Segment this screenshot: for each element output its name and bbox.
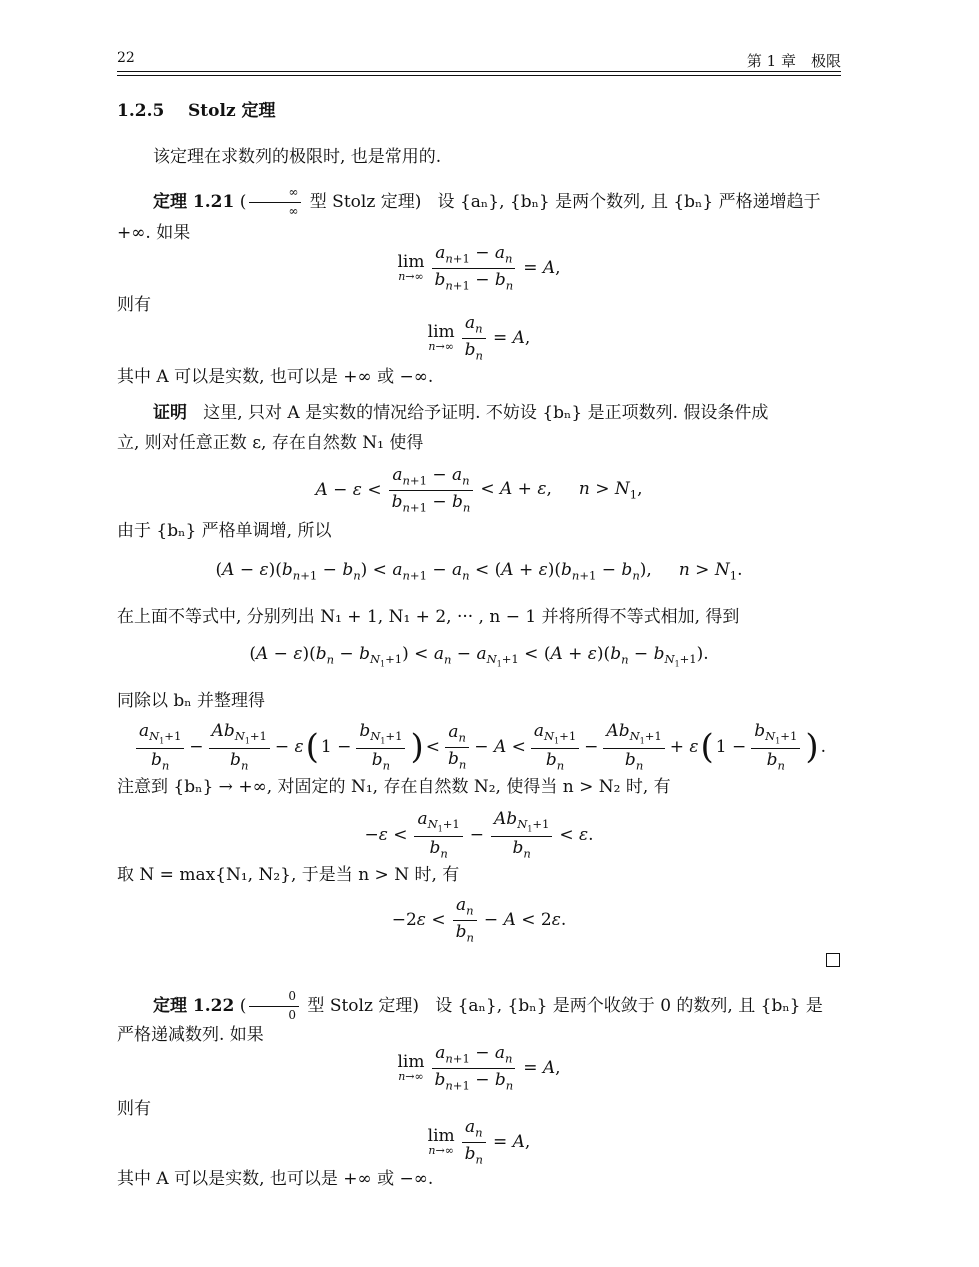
intro-paragraph: 该定理在求数列的极限时, 也是常用的. bbox=[153, 147, 442, 167]
theorem2-type: 型 Stolz 定理) bbox=[307, 995, 419, 1016]
proof-text-5: 注意到 {bₙ} → +∞, 对固定的 N₁, 存在自然数 N₂, 使得当 n > N₂ 时, 有 bbox=[117, 777, 671, 797]
proof-paragraph-1 bbox=[117, 398, 841, 428]
theorem-type-open: ( bbox=[239, 191, 247, 212]
type-frac-num: ∞ bbox=[249, 186, 301, 203]
theorem2-then: 则有 bbox=[117, 1099, 151, 1119]
theorem-label: 定理 1.21 bbox=[153, 191, 235, 212]
proof-eq-2: $(A - \varepsilon)(b_{n+1} - b_n) < a_{n+1} - a_n < (A + \varepsilon)(b_{n+1} - b_n)$, $n > N_1$. bbox=[215, 560, 743, 583]
proof-text-4: 同除以 bₙ 并整理得 bbox=[117, 691, 266, 711]
header-rule-thin bbox=[117, 75, 841, 76]
type-frac-den: ∞ bbox=[288, 203, 299, 218]
theorem1-condition-eq: lim n→∞ $\frac{a_{n+1} - a_n}{b_{n+1} - b_n}$ = A, bbox=[397, 243, 561, 293]
theorem2-statement: 设 {aₙ}, {bₙ} 是两个收敛于 0 的数列, 且 {bₙ} 是 bbox=[435, 995, 823, 1016]
section-heading bbox=[117, 96, 841, 126]
proof-text-6: 取 N = max{N₁, N₂}, 于是当 n > N 时, 有 bbox=[117, 865, 460, 885]
theorem2-note: 其中 A 可以是实数, 也可以是 +∞ 或 −∞. bbox=[117, 1169, 434, 1189]
type2-frac-num: 0 bbox=[249, 990, 299, 1007]
theorem2-type-fraction bbox=[249, 990, 299, 1023]
section-title: Stolz 定理 bbox=[188, 101, 276, 121]
theorem2-type-open: ( bbox=[239, 995, 247, 1016]
theorem-type: 型 Stolz 定理) bbox=[309, 191, 422, 212]
proof-label: 证明 bbox=[153, 403, 187, 423]
theorem2-condition-eq: lim n→∞ $\frac{a_{n+1} - a_n}{b_{n+1} - b_n}$ = A, bbox=[397, 1043, 561, 1093]
running-header bbox=[117, 50, 841, 70]
then-text: 则有 bbox=[117, 295, 151, 315]
theorem2-label: 定理 1.22 bbox=[153, 995, 235, 1016]
qed-square-icon bbox=[826, 953, 840, 967]
theorem-statement: 设 {aₙ}, {bₙ} 是两个数列, 且 {bₙ} 严格递增趋于 bbox=[437, 191, 821, 212]
section-number: 1.2.5 bbox=[117, 101, 165, 121]
theorem-1-21 bbox=[117, 186, 841, 219]
theorem1-conclusion-eq: lim n→∞ $\frac{a_n}{b_n}$ = A, bbox=[427, 313, 531, 363]
proof-eq-5: −ε < $\frac{a_{N_1+1}}{b_n}$ − $\frac{Ab_{N_1+1}}{b_n}$ < ε. bbox=[364, 809, 594, 861]
proof-text-1a: 这里, 只对 A 是实数的情况给予证明. 不妨设 {bₙ} 是正项数列. 假设条件成 bbox=[203, 403, 769, 423]
theorem-1-22 bbox=[117, 990, 841, 1023]
proof-eq-4: $\frac{a_{N_1+1}}{b_n}$ − $\frac{Ab_{N_1+1}}{b_n}$ − ε ( 1 − $\frac{b_{N_1+1}}{b_n}$ ) < $\frac{a_n}{b_n}$ − A < $\frac{a_{N_1+1}}{b_n}$ − $\frac{Ab_{N_1+1}}{b_n}$ + ε ( 1 − $\frac{b_{N_1+1}}{b_n}$ ) . bbox=[133, 716, 857, 772]
theorem1-note: 其中 A 可以是实数, 也可以是 +∞ 或 −∞. bbox=[117, 367, 434, 387]
proof-eq-3: $(A - \varepsilon)(b_n - b_{N_1+1}) < a_n - a_{N_1+1} < (A + \varepsilon)(b_n - b_{N_1+1})$. bbox=[249, 644, 709, 669]
proof-eq-1: A − ε < $\frac{a_{n+1} - a_n}{b_{n+1} - b_n}$ < A + ε, $n > N_1$, bbox=[315, 465, 643, 515]
proof-eq-6: −2ε < $\frac{a_n}{b_n}$ − A < 2ε. bbox=[391, 895, 567, 945]
theorem-type-fraction bbox=[249, 186, 301, 219]
theorem2-conclusion-eq: lim n→∞ $\frac{a_n}{b_n}$ = A, bbox=[427, 1117, 531, 1167]
theorem-statement-cont: +∞. 如果 bbox=[117, 223, 191, 243]
type2-frac-den: 0 bbox=[288, 1007, 297, 1022]
proof-text-2: 由于 {bₙ} 严格单调增, 所以 bbox=[117, 521, 332, 541]
proof-text-1b: 立, 则对任意正数 ε, 存在自然数 N₁ 使得 bbox=[117, 433, 424, 453]
proof-text-3: 在上面不等式中, 分别列出 N₁ + 1, N₁ + 2, ··· , n − 1 并将所得不等式相加, 得到 bbox=[117, 607, 740, 627]
page-number: 22 bbox=[117, 50, 135, 66]
chapter-title: 第 1 章 极限 bbox=[746, 52, 841, 70]
header-rule bbox=[117, 71, 841, 72]
theorem2-statement-cont: 严格递减数列. 如果 bbox=[117, 1025, 264, 1045]
